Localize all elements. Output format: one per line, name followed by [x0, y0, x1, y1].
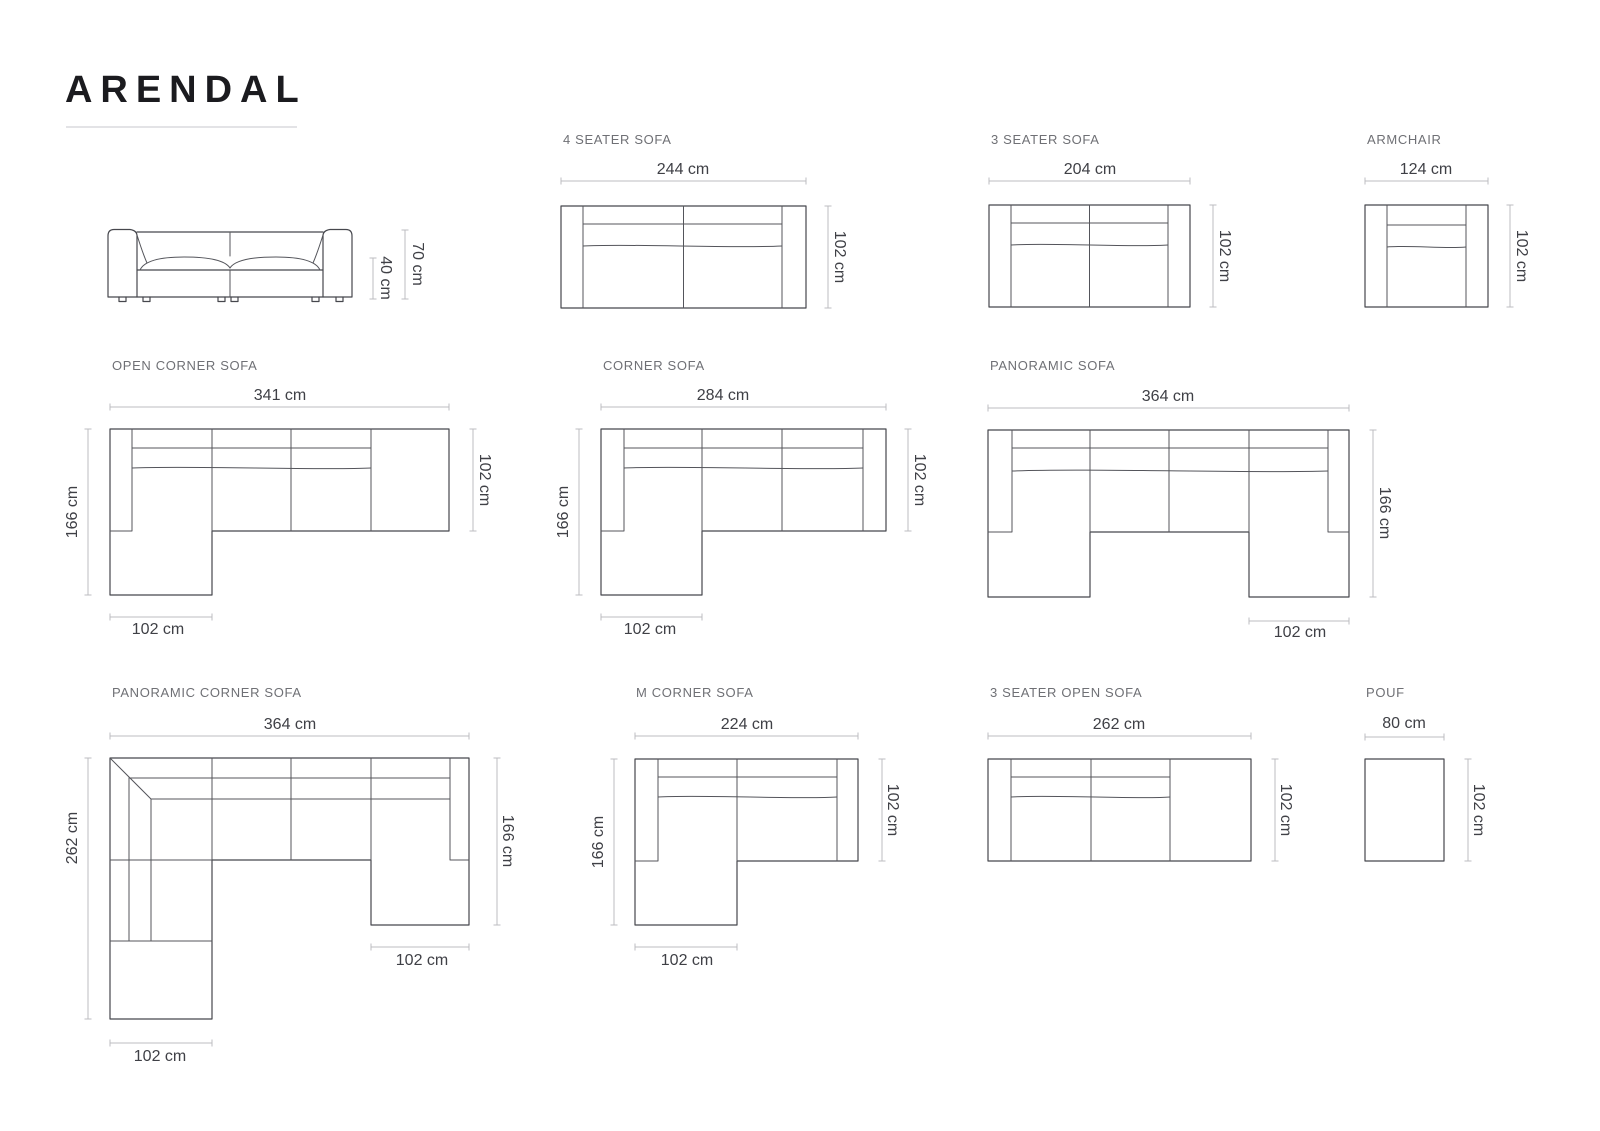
product-title-3-seater-sofa: 3 SEATER SOFA [991, 132, 1100, 147]
dim-hero-total-height: 70 cm [409, 242, 426, 286]
dim-m-corner-depth: 102 cm [884, 783, 901, 837]
dim-4-seater-depth: 102 cm [831, 230, 848, 284]
dim-corner-chaise-width: 102 cm [623, 621, 677, 638]
dim-panoramic-depth-total: 166 cm [1376, 486, 1393, 540]
product-title-panoramic-corner-sofa: PANORAMIC CORNER SOFA [112, 685, 302, 700]
dim-corner-width: 284 cm [696, 387, 750, 404]
dim-open-corner-depth: 102 cm [476, 453, 493, 507]
product-title-corner-sofa: CORNER SOFA [603, 358, 705, 373]
product-title-panoramic-sofa: PANORAMIC SOFA [990, 358, 1116, 373]
dim-pouf-depth: 102 cm [1470, 783, 1487, 837]
dim-3-seater-open-depth: 102 cm [1277, 783, 1294, 837]
drawing-4-seater-sofa [561, 178, 832, 309]
dim-3-seater-width: 204 cm [1063, 161, 1117, 178]
drawing-pouf [1365, 734, 1472, 862]
dim-3-seater-depth: 102 cm [1216, 229, 1233, 283]
dim-open-corner-depth-total: 166 cm [64, 485, 81, 539]
dim-panoramic-width: 364 cm [1141, 388, 1195, 405]
dim-panoramic-corner-left-chaise-width: 102 cm [133, 1048, 187, 1065]
product-title-open-corner-sofa: OPEN CORNER SOFA [112, 358, 258, 373]
dim-corner-depth: 102 cm [911, 453, 928, 507]
dim-m-corner-chaise-width: 102 cm [660, 952, 714, 969]
dim-panoramic-chaise-width: 102 cm [1273, 624, 1327, 641]
drawing-panoramic-sofa [988, 405, 1377, 625]
product-title-m-corner-sofa: M CORNER SOFA [636, 685, 754, 700]
product-title-3-seater-open-sofa: 3 SEATER OPEN SOFA [990, 685, 1143, 700]
dim-m-corner-width: 224 cm [720, 716, 774, 733]
dim-armchair-width: 124 cm [1399, 161, 1453, 178]
drawing-armchair [1365, 178, 1514, 308]
drawing-3-seater-sofa [989, 178, 1217, 308]
product-title-pouf: POUF [1366, 685, 1405, 700]
dim-pouf-width: 80 cm [1382, 715, 1426, 732]
drawing-3-seater-open-sofa [988, 733, 1279, 862]
product-title-armchair: ARMCHAIR [1367, 132, 1442, 147]
dim-panoramic-corner-left-depth: 262 cm [64, 811, 81, 865]
drawing-panoramic-corner-sofa [85, 733, 501, 1047]
dim-panoramic-corner-width: 364 cm [263, 716, 317, 733]
drawing-corner-sofa [576, 404, 912, 621]
drawing-hero-sofa-front-view [108, 230, 409, 302]
page-title: ARENDAL [65, 69, 307, 111]
drawing-m-corner-sofa [611, 733, 886, 951]
dim-3-seater-open-width: 262 cm [1092, 716, 1146, 733]
drawing-open-corner-sofa [85, 404, 477, 621]
dim-open-corner-width: 341 cm [253, 387, 307, 404]
dim-armchair-depth: 102 cm [1513, 229, 1530, 283]
dim-4-seater-width: 244 cm [656, 161, 710, 178]
dim-panoramic-corner-right-depth: 166 cm [499, 814, 516, 868]
product-title-4-seater-sofa: 4 SEATER SOFA [563, 132, 672, 147]
dim-hero-seat-height: 40 cm [377, 256, 394, 300]
dim-open-corner-chaise-width: 102 cm [131, 621, 185, 638]
dim-panoramic-corner-right-chaise-width: 102 cm [395, 952, 449, 969]
dim-m-corner-depth-total: 166 cm [590, 815, 607, 869]
dim-corner-depth-total: 166 cm [555, 485, 572, 539]
